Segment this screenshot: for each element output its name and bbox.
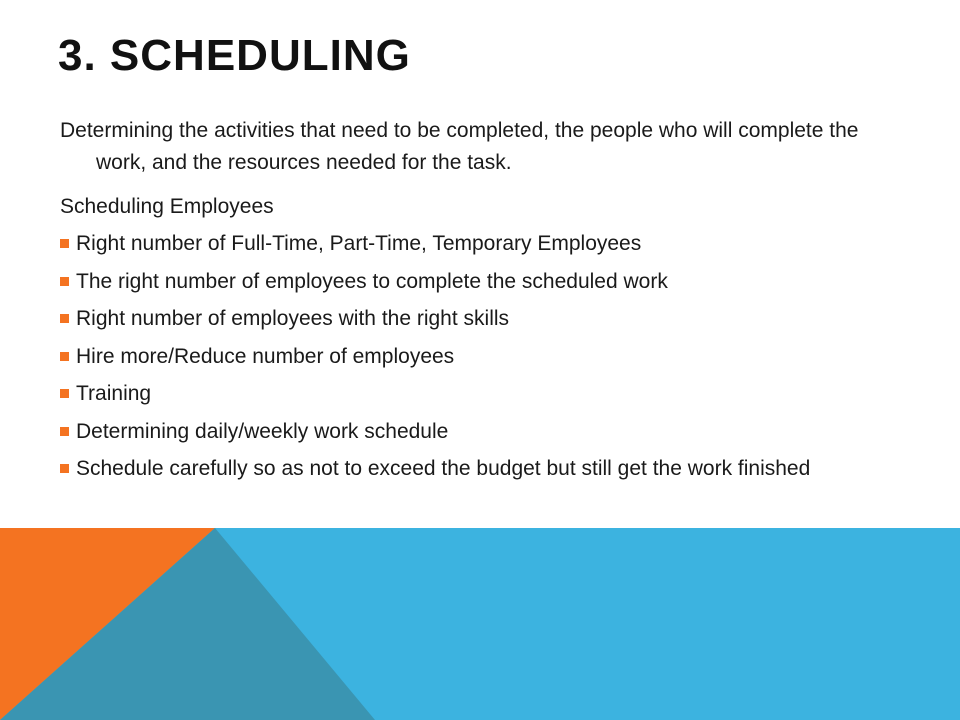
list-item [60, 305, 890, 333]
section-heading: Scheduling Employees [60, 195, 274, 218]
square-bullet-icon [60, 427, 69, 436]
list-item [60, 343, 890, 371]
square-bullet-icon [60, 239, 69, 248]
list-item-text: Right number of Full-Time, Part-Time, Temporary Employees [76, 232, 642, 255]
list-item-text: Right number of employees with the right skills [76, 307, 510, 330]
square-bullet-icon [60, 389, 69, 398]
list-item-text: Training [76, 382, 152, 405]
list-item [60, 268, 890, 296]
list-item [60, 380, 890, 408]
list-item [60, 418, 890, 446]
list-item-text: Schedule carefully so as not to exceed the budget but still get the work finished [76, 457, 811, 480]
bullet-list [60, 230, 890, 483]
intro-paragraph: Determining the activities that need to be completed, the people who will complete the work, and the resources needed for the task. [60, 119, 859, 174]
square-bullet-icon [60, 277, 69, 286]
square-bullet-icon [60, 314, 69, 323]
square-bullet-icon [60, 352, 69, 361]
list-item [60, 230, 890, 258]
list-item-text: Determining daily/weekly work schedule [76, 419, 449, 443]
square-bullet-icon [60, 464, 69, 473]
list-item [60, 455, 890, 483]
list-item-text: The right number of employees to complete the scheduled work [76, 269, 668, 293]
list-item-text: Hire more/Reduce number of employees [76, 344, 455, 368]
decorative-footer-band [0, 528, 960, 720]
slide-title: 3. SCHEDULING [58, 31, 411, 80]
